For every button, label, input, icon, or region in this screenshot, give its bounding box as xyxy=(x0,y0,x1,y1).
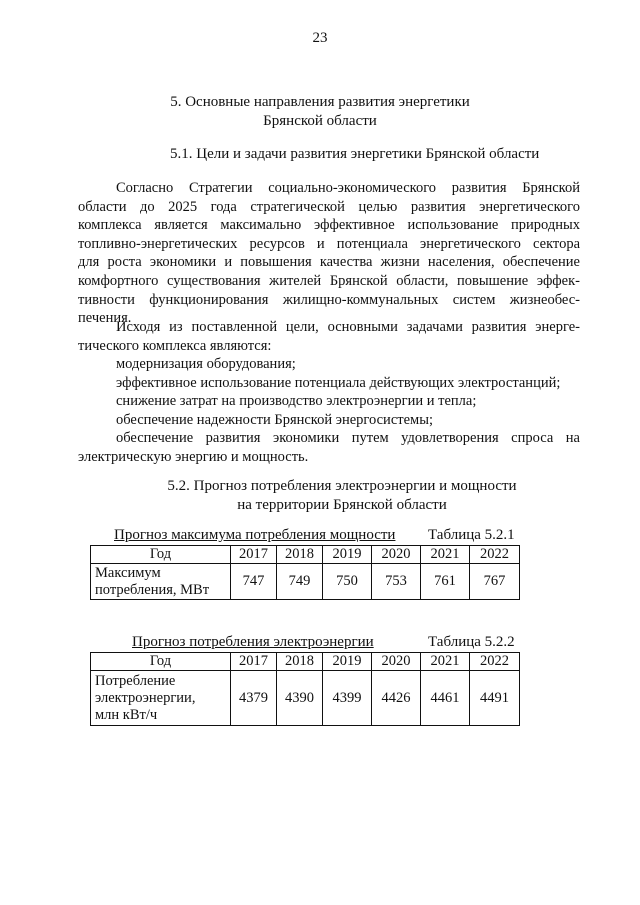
table-1-number: Таблица 5.2.1 xyxy=(428,527,515,543)
paragraph-line: Исходя из поставленной цели, основными задачами развития энерге- xyxy=(116,319,580,335)
row-label-line: Потребление xyxy=(95,672,176,689)
paragraph-line: для роста экономики и повышения качества жизни населения, обеспечение xyxy=(78,254,580,271)
section-5-2-title-line2: на территории Брянской области xyxy=(237,497,447,513)
row-label-cell xyxy=(91,671,231,726)
section-5-title-line1: 5. Основные направления развития энергетики xyxy=(170,94,470,110)
header-cell: Год xyxy=(91,546,231,564)
last-task-paragraph xyxy=(78,429,580,466)
header-cell: 2021 xyxy=(421,546,470,564)
section-5-title-line2: Брянской области xyxy=(263,113,377,129)
row-label-line: электроэнергии, xyxy=(95,689,196,706)
section-5-heading xyxy=(0,93,640,131)
value-cell: 761 xyxy=(421,564,470,600)
value-cell: 767 xyxy=(470,564,520,600)
table-row xyxy=(91,671,520,726)
section-5-1-heading: 5.1. Цели и задачи развития энергетики Брянской области xyxy=(170,146,540,162)
table-1 xyxy=(90,545,520,600)
value-cell: 4399 xyxy=(323,671,372,726)
paragraph-line: печения. xyxy=(78,310,132,327)
paragraph-line: обеспечение развития экономики путем удовлетворения спроса на xyxy=(116,430,580,446)
value-cell: 753 xyxy=(372,564,421,600)
value-cell: 749 xyxy=(277,564,323,600)
table-2-number: Таблица 5.2.2 xyxy=(428,634,515,650)
table-2 xyxy=(90,652,520,726)
header-cell: 2017 xyxy=(231,546,277,564)
header-cell: 2020 xyxy=(372,546,421,564)
paragraph-line: комплекса является максимально эффективное использование природных xyxy=(78,217,580,234)
value-cell: 4491 xyxy=(470,671,520,726)
header-cell: 2017 xyxy=(231,653,277,671)
row-label-line: потребления, МВт xyxy=(95,581,210,598)
paragraph-line: тивности функционирования жилищно-коммунальных систем жизнеобес- xyxy=(78,291,580,308)
paragraph-line: тического комплекса являются: xyxy=(78,337,272,354)
row-label-line: Максимум xyxy=(95,564,161,581)
task-item: модернизация оборудования; xyxy=(116,356,296,372)
paragraph-line: Согласно Стратегии социально-экономического развития Брянской xyxy=(116,180,580,196)
header-cell: 2022 xyxy=(470,653,520,671)
paragraph-line: области до 2025 года стратегической целью развития энергетического xyxy=(78,198,580,215)
task-item: эффективное использование потенциала действующих электростанций; xyxy=(116,375,561,391)
table-2-caption xyxy=(132,634,374,651)
paragraph-line: электрическую энергию и мощность. xyxy=(78,448,309,465)
task-item: снижение затрат на производство электроэнергии и тепла; xyxy=(116,393,477,409)
table-2-title: Прогноз потребления электроэнергии xyxy=(132,634,374,650)
header-cell: 2020 xyxy=(372,653,421,671)
row-label-line: млн кВт/ч xyxy=(95,706,158,723)
tasks-intro-paragraph xyxy=(78,318,580,355)
table-row xyxy=(91,564,520,600)
page-number: 23 xyxy=(312,30,328,46)
row-label-cell xyxy=(91,564,231,600)
value-cell: 747 xyxy=(231,564,277,600)
header-cell: 2021 xyxy=(421,653,470,671)
table-header-row xyxy=(91,653,520,671)
header-cell: 2022 xyxy=(470,546,520,564)
header-cell: 2018 xyxy=(277,653,323,671)
value-cell: 4461 xyxy=(421,671,470,726)
table-header-row xyxy=(91,546,520,564)
table-1-caption xyxy=(114,527,395,544)
header-cell: Год xyxy=(91,653,231,671)
section-5-2-heading xyxy=(0,477,640,515)
paragraph-line: комфортного существования жителей Брянской области, повышение эффек- xyxy=(78,272,580,289)
value-cell: 4390 xyxy=(277,671,323,726)
value-cell: 750 xyxy=(323,564,372,600)
header-cell: 2019 xyxy=(323,546,372,564)
table-1-title: Прогноз максимума потребления мощности xyxy=(114,527,396,543)
goal-paragraph xyxy=(78,179,580,328)
task-item: обеспечение надежности Брянской энергосистемы; xyxy=(116,412,433,428)
section-5-2-title-line1: 5.2. Прогноз потребления электроэнергии и мощности xyxy=(167,478,517,494)
paragraph-line: топливно-энергетических ресурсов и потенциала энергетического сектора xyxy=(78,235,580,252)
value-cell: 4426 xyxy=(372,671,421,726)
value-cell: 4379 xyxy=(231,671,277,726)
header-cell: 2018 xyxy=(277,546,323,564)
header-cell: 2019 xyxy=(323,653,372,671)
